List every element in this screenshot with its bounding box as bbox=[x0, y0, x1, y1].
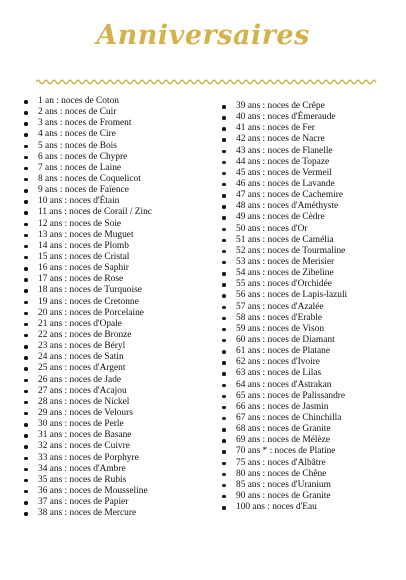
bullet-icon bbox=[24, 345, 28, 349]
list-item-text: 66 ans : noces de Jasmin bbox=[236, 401, 329, 412]
list-item bbox=[22, 319, 212, 330]
list-item-text: 55 ans : noces d'Orchidée bbox=[236, 279, 332, 290]
bullet-icon bbox=[24, 490, 28, 494]
list-item bbox=[22, 96, 212, 107]
bullet-icon bbox=[24, 223, 28, 227]
list-item bbox=[22, 263, 212, 274]
list-item-text: 100 ans : noces d'Eau bbox=[236, 502, 317, 513]
bullet-icon bbox=[24, 423, 28, 427]
list-item-text: 48 ans : noces d'Améthyste bbox=[236, 201, 339, 212]
bullet-icon bbox=[24, 189, 28, 193]
list-item-text: 13 ans : noces de Muguet bbox=[38, 229, 134, 240]
list-item-text: 22 ans : noces de Bronze bbox=[38, 329, 132, 340]
list-item-text: 69 ans : noces de Mélèze bbox=[236, 435, 330, 446]
bullet-icon bbox=[24, 211, 28, 215]
bullet-icon bbox=[222, 205, 226, 209]
list-item bbox=[22, 118, 212, 129]
list-item-text: 60 ans : noces de Diamant bbox=[236, 334, 335, 345]
list-item-text: 42 ans : noces de Nacre bbox=[236, 134, 325, 145]
list-item bbox=[22, 129, 212, 140]
list-item-text: 52 ans : noces de Tourmaline bbox=[236, 245, 346, 256]
bullet-icon bbox=[222, 439, 226, 443]
list-item bbox=[220, 413, 400, 424]
list-item-text: 32 ans : noces de Cuivre bbox=[38, 441, 130, 452]
bullet-icon bbox=[24, 167, 28, 171]
bullet-icon bbox=[24, 479, 28, 483]
list-item bbox=[220, 134, 400, 145]
list-item-text: 11 ans : noces de Corail / Zinc bbox=[38, 207, 152, 218]
anniversary-list-left bbox=[22, 96, 212, 519]
list-item bbox=[220, 313, 400, 324]
list-item-text: 27 ans : noces d'Acajou bbox=[38, 385, 127, 396]
list-item-text: 85 ans : noces d'Uranium bbox=[236, 479, 331, 490]
list-item-text: 46 ans : noces de Lavande bbox=[236, 178, 335, 189]
bullet-icon bbox=[24, 301, 28, 305]
list-item bbox=[220, 212, 400, 223]
list-item-text: 36 ans : noces de Mousseline bbox=[38, 485, 148, 496]
list-item-text: 90 ans : noces de Granite bbox=[236, 490, 331, 501]
list-item-text: 17 ans : noces de Rose bbox=[38, 274, 124, 285]
list-item-text: 23 ans : noces de Béryl bbox=[38, 341, 126, 352]
list-item bbox=[22, 174, 212, 185]
list-item bbox=[22, 375, 212, 386]
bullet-icon bbox=[222, 473, 226, 477]
list-item bbox=[220, 279, 400, 290]
bullet-icon bbox=[222, 450, 226, 454]
list-item-text: 24 ans : noces de Satin bbox=[38, 352, 124, 363]
list-item-text: 9 ans : noces de Faïence bbox=[38, 185, 129, 196]
bullet-icon bbox=[222, 272, 226, 276]
bullet-icon bbox=[24, 267, 28, 271]
list-item-text: 25 ans : noces d'Argent bbox=[38, 363, 126, 374]
bullet-icon bbox=[222, 339, 226, 343]
bullet-icon bbox=[222, 138, 226, 142]
list-item-text: 44 ans : noces de Topaze bbox=[236, 156, 330, 167]
list-item-text: 15 ans : noces de Cristal bbox=[38, 251, 130, 262]
list-item-text: 64 ans : noces d'Astrakan bbox=[236, 379, 332, 390]
list-item bbox=[220, 201, 400, 212]
anniversary-list-right bbox=[220, 101, 400, 513]
list-item-text: 70 ans * : noces de Platine bbox=[236, 446, 336, 457]
list-item bbox=[22, 430, 212, 441]
list-item-text: 37 ans : noces de Papier bbox=[38, 497, 129, 508]
list-item bbox=[22, 297, 212, 308]
list-item bbox=[22, 152, 212, 163]
list-item-text: 47 ans : noces de Cachemire bbox=[236, 190, 343, 201]
bullet-icon bbox=[222, 384, 226, 388]
list-item bbox=[22, 464, 212, 475]
bullet-icon bbox=[222, 372, 226, 376]
list-item bbox=[22, 419, 212, 430]
list-item bbox=[22, 185, 212, 196]
list-item bbox=[220, 112, 400, 123]
list-item bbox=[220, 368, 400, 379]
list-item bbox=[220, 424, 400, 435]
list-item bbox=[220, 246, 400, 257]
list-item-text: 54 ans : noces de Zibeline bbox=[236, 268, 334, 279]
list-item bbox=[22, 352, 212, 363]
bullet-icon bbox=[24, 356, 28, 360]
list-item bbox=[220, 179, 400, 190]
list-item bbox=[220, 101, 400, 112]
bullet-icon bbox=[24, 289, 28, 293]
bullet-icon bbox=[24, 312, 28, 316]
list-item bbox=[220, 380, 400, 391]
list-item-text: 38 ans : noces de Mercure bbox=[38, 508, 137, 519]
bullet-icon bbox=[222, 261, 226, 265]
bullet-icon bbox=[222, 317, 226, 321]
list-item bbox=[220, 268, 400, 279]
bullet-icon bbox=[24, 323, 28, 327]
list-item bbox=[220, 335, 400, 346]
list-item-text: 3 ans : noces de Froment bbox=[38, 118, 132, 129]
list-item-text: 63 ans : noces de Lilas bbox=[236, 368, 322, 379]
list-item bbox=[22, 441, 212, 452]
list-item bbox=[22, 486, 212, 497]
list-item bbox=[22, 497, 212, 508]
list-item-text: 34 ans : noces d'Ambre bbox=[38, 463, 126, 474]
list-item-text: 49 ans : noces de Cèdre bbox=[236, 212, 325, 223]
list-item bbox=[22, 308, 212, 319]
list-item bbox=[220, 346, 400, 357]
list-item-text: 65 ans : noces de Palissandre bbox=[236, 390, 346, 401]
list-item-text: 28 ans : noces de Nickel bbox=[38, 396, 130, 407]
bullet-icon bbox=[222, 172, 226, 176]
list-item bbox=[22, 207, 212, 218]
list-item-text: 39 ans : noces de Crêpe bbox=[236, 101, 325, 111]
list-item-text: 53 ans : noces de Merisier bbox=[236, 256, 335, 267]
bullet-icon bbox=[24, 434, 28, 438]
list-item-text: 6 ans : noces de Chypre bbox=[38, 151, 128, 162]
list-item bbox=[220, 190, 400, 201]
bullet-icon bbox=[24, 245, 28, 249]
bullet-icon bbox=[24, 379, 28, 383]
list-item bbox=[22, 163, 212, 174]
list-item-text: 68 ans : noces de Granite bbox=[236, 424, 331, 435]
bullet-icon bbox=[24, 178, 28, 182]
list-item-text: 8 ans : noces de Coquelicot bbox=[38, 173, 141, 184]
list-item-text: 80 ans : noces de Chêne bbox=[236, 468, 327, 479]
list-item-text: 31 ans : noces de Basane bbox=[38, 430, 132, 441]
list-item bbox=[220, 157, 400, 168]
list-item bbox=[22, 274, 212, 285]
bullet-icon bbox=[24, 412, 28, 416]
list-item bbox=[220, 435, 400, 446]
list-item bbox=[22, 508, 212, 519]
bullet-icon bbox=[222, 105, 226, 109]
list-item bbox=[220, 469, 400, 480]
list-item-text: 19 ans : noces de Cretonne bbox=[38, 296, 139, 307]
list-item-text: 33 ans : noces de Porphyre bbox=[38, 452, 139, 463]
bullet-icon bbox=[24, 367, 28, 371]
list-item-text: 2 ans : noces de Cuir bbox=[38, 107, 117, 118]
list-item bbox=[22, 330, 212, 341]
bullet-icon bbox=[222, 161, 226, 165]
bullet-icon bbox=[222, 228, 226, 232]
list-item-text: 5 ans : noces de Bois bbox=[38, 140, 117, 151]
list-item-text: 29 ans : noces de Velours bbox=[38, 407, 133, 418]
list-item-text: 62 ans : noces d'Ivoire bbox=[236, 357, 320, 368]
list-item bbox=[220, 480, 400, 491]
bullet-icon bbox=[24, 145, 28, 149]
list-item-text: 59 ans : noces de Vison bbox=[236, 323, 325, 334]
bullet-icon bbox=[222, 127, 226, 131]
list-item-text: 16 ans : noces de Saphir bbox=[38, 263, 129, 274]
bullet-icon bbox=[24, 401, 28, 405]
bullet-icon bbox=[24, 156, 28, 160]
list-item bbox=[22, 408, 212, 419]
list-item bbox=[220, 302, 400, 313]
bullet-icon bbox=[24, 501, 28, 505]
list-item bbox=[22, 230, 212, 241]
bullet-icon bbox=[222, 428, 226, 432]
list-item-text: 45 ans : noces de Vermeil bbox=[236, 167, 332, 178]
bullet-icon bbox=[24, 445, 28, 449]
bullet-icon bbox=[222, 506, 226, 510]
list-item bbox=[22, 252, 212, 263]
list-item-text: 41 ans : noces de Fer bbox=[236, 123, 315, 134]
bullet-icon bbox=[24, 512, 28, 516]
bullet-icon bbox=[24, 133, 28, 137]
bullet-icon bbox=[222, 350, 226, 354]
bullet-icon bbox=[222, 417, 226, 421]
list-item-text: 56 ans : noces de Lapis-lazuli bbox=[236, 290, 348, 301]
list-item-text: 26 ans : noces de Jade bbox=[38, 374, 122, 385]
list-item bbox=[22, 241, 212, 252]
bullet-icon bbox=[24, 334, 28, 338]
bullet-icon bbox=[24, 100, 28, 104]
list-item bbox=[22, 363, 212, 374]
decorative-wavy-divider bbox=[36, 77, 376, 87]
bullet-icon bbox=[222, 294, 226, 298]
list-item bbox=[220, 502, 400, 513]
list-item bbox=[220, 357, 400, 368]
list-item-text: 21 ans : noces d'Opale bbox=[38, 318, 122, 329]
list-item-text: 10 ans : noces d'Étain bbox=[38, 196, 120, 207]
list-item-text: 30 ans : noces de Perle bbox=[38, 419, 124, 430]
list-item bbox=[220, 123, 400, 134]
list-item-text: 4 ans : noces de Cire bbox=[38, 129, 116, 140]
list-item-text: 67 ans : noces de Chinchilla bbox=[236, 412, 342, 423]
bullet-icon bbox=[222, 406, 226, 410]
bullet-icon bbox=[24, 200, 28, 204]
list-item-text: 40 ans : noces d'Émeraude bbox=[236, 112, 336, 123]
bullet-icon bbox=[24, 122, 28, 126]
list-item bbox=[220, 446, 400, 457]
list-item-text: 75 ans : noces d'Albâtre bbox=[236, 457, 326, 468]
list-item-text: 18 ans : noces de Turquoise bbox=[38, 285, 142, 296]
bullet-icon bbox=[222, 306, 226, 310]
list-item-text: 51 ans : noces de Camélia bbox=[236, 234, 334, 245]
bullet-icon bbox=[222, 216, 226, 220]
list-item-text: 57 ans : noces d'Azalée bbox=[236, 301, 324, 312]
list-item-text: 1 an : noces de Coton bbox=[38, 96, 119, 106]
bullet-icon bbox=[222, 250, 226, 254]
list-item-text: 14 ans : noces de Plomb bbox=[38, 240, 129, 251]
list-item-text: 58 ans : noces d'Erable bbox=[236, 312, 323, 323]
page-title: Anniversaires bbox=[96, 20, 310, 51]
bullet-icon bbox=[24, 234, 28, 238]
bullet-icon bbox=[24, 256, 28, 260]
bullet-icon bbox=[222, 150, 226, 154]
bullet-icon bbox=[222, 183, 226, 187]
list-item bbox=[22, 285, 212, 296]
list-item bbox=[220, 224, 400, 235]
list-item bbox=[22, 341, 212, 352]
list-item-text: 61 ans : noces de Platane bbox=[236, 346, 330, 357]
list-item bbox=[220, 491, 400, 502]
bullet-icon bbox=[222, 462, 226, 466]
list-item bbox=[22, 107, 212, 118]
bullet-icon bbox=[222, 194, 226, 198]
bullet-icon bbox=[24, 457, 28, 461]
list-item-text: 7 ans : noces de Laine bbox=[38, 162, 122, 173]
list-item bbox=[220, 290, 400, 301]
list-item bbox=[220, 168, 400, 179]
list-item-text: 43 ans : noces de Flanelle bbox=[236, 145, 333, 156]
bullet-icon bbox=[24, 111, 28, 115]
list-item bbox=[220, 235, 400, 246]
list-item bbox=[22, 196, 212, 207]
bullet-icon bbox=[24, 468, 28, 472]
bullet-icon bbox=[222, 328, 226, 332]
bullet-icon bbox=[222, 361, 226, 365]
bullet-icon bbox=[222, 484, 226, 488]
list-item-text: 35 ans : noces de Rubis bbox=[38, 474, 127, 485]
list-item bbox=[22, 386, 212, 397]
list-item bbox=[22, 219, 212, 230]
bullet-icon bbox=[24, 278, 28, 282]
list-item bbox=[22, 397, 212, 408]
list-item bbox=[22, 475, 212, 486]
list-item bbox=[220, 402, 400, 413]
bullet-icon bbox=[222, 495, 226, 499]
list-item bbox=[22, 453, 212, 464]
bullet-icon bbox=[24, 390, 28, 394]
bullet-icon bbox=[222, 116, 226, 120]
list-item-text: 12 ans : noces de Soie bbox=[38, 218, 122, 229]
list-item bbox=[220, 257, 400, 268]
bullet-icon bbox=[222, 283, 226, 287]
bullet-icon bbox=[222, 395, 226, 399]
list-item-text: 50 ans : noces d'Or bbox=[236, 223, 308, 234]
list-item bbox=[220, 146, 400, 157]
list-item-text: 20 ans : noces de Porcelaine bbox=[38, 307, 144, 318]
list-item bbox=[220, 458, 400, 469]
list-item bbox=[220, 391, 400, 402]
bullet-icon bbox=[222, 239, 226, 243]
list-item bbox=[22, 141, 212, 152]
list-item bbox=[220, 324, 400, 335]
